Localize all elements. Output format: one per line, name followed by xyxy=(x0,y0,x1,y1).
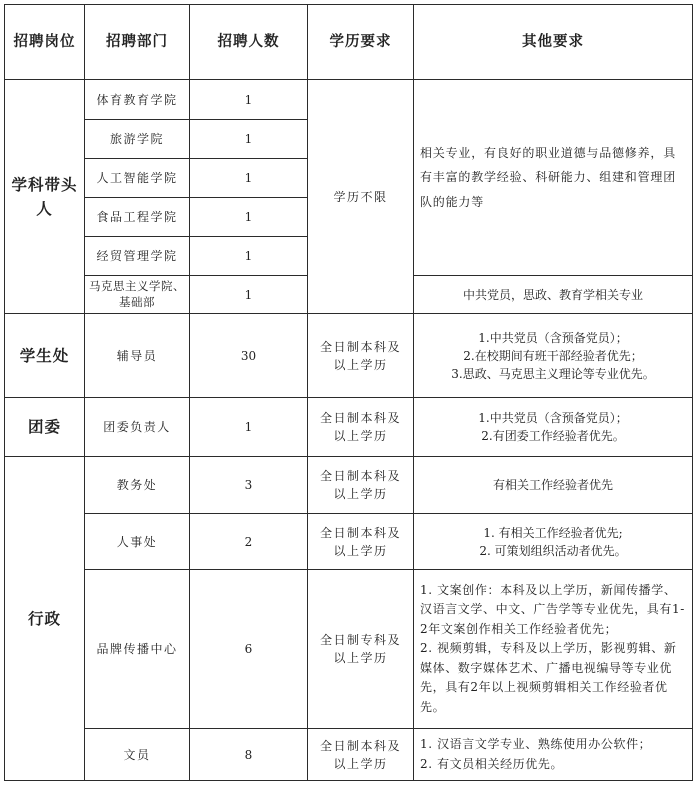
requirement-line: 1. 文案创作：本科及以上学历，新闻传播学、汉语言文学、中文、广告学等专业优先，具有1-2年文案创作相关工作经验者优先； xyxy=(420,582,685,636)
other-requirements-cell xyxy=(414,80,693,276)
other-requirements-cell xyxy=(414,514,693,570)
requirement-line: 2.有团委工作经验者优先。 xyxy=(481,429,625,443)
requirement-line: 2.在校期间有班干部经验者优先； xyxy=(463,348,643,363)
department-cell: 经贸管理学院 xyxy=(85,237,190,276)
education-cell: 全日制本科及以上学历 xyxy=(308,729,414,781)
education-cell: 全日制本科及以上学历 xyxy=(308,398,414,457)
other-requirements-cell: 有相关工作经验者优先 xyxy=(414,457,693,514)
education-cell: 全日制本科及以上学历 xyxy=(308,457,414,514)
count-cell: 1 xyxy=(190,80,308,120)
table-row xyxy=(5,314,693,398)
position-administration: 行政 xyxy=(5,457,85,781)
header-count: 招聘人数 xyxy=(190,5,308,80)
count-cell: 1 xyxy=(190,276,308,314)
table-row xyxy=(5,80,693,120)
requirement-line: 2. 有文员相关经历优先。 xyxy=(420,756,564,771)
requirement-line: 3.思政、马克思主义理论等专业优先。 xyxy=(451,366,655,381)
table-row xyxy=(5,729,693,781)
count-cell: 1 xyxy=(190,198,308,237)
department-cell: 食品工程学院 xyxy=(85,198,190,237)
other-requirements-cell xyxy=(414,570,693,729)
count-cell: 1 xyxy=(190,237,308,276)
education-cell: 全日制本科及以上学历 xyxy=(308,514,414,570)
requirement-line: 1.中共党员（含预备党员）； xyxy=(478,330,628,345)
count-cell: 8 xyxy=(190,729,308,781)
requirement-line: 1.中共党员（含预备党员）； xyxy=(478,411,628,425)
header-position: 招聘岗位 xyxy=(5,5,85,80)
requirement-line: 2. 视频剪辑，专科及以上学历，影视剪辑、新媒体、数字媒体艺术、广播电视编导等专业优先，具有2年以上视频剪辑相关工作经验者优先。 xyxy=(420,641,677,714)
count-cell: 6 xyxy=(190,570,308,729)
table-row xyxy=(5,457,693,514)
count-cell: 2 xyxy=(190,514,308,570)
position-student-affairs: 学生处 xyxy=(5,314,85,398)
other-requirements-cell xyxy=(414,314,693,398)
header-row xyxy=(5,5,693,80)
department-cell: 人工智能学院 xyxy=(85,159,190,198)
other-requirements-text: 相关专业，有良好的职业道德与品德修养，具有丰富的教学经验、科研能力、组建和管理团队的能力等 xyxy=(420,145,677,209)
position-youth-league: 团委 xyxy=(5,398,85,457)
header-department: 招聘部门 xyxy=(85,5,190,80)
education-cell: 全日制专科及以上学历 xyxy=(308,570,414,729)
count-cell: 1 xyxy=(190,159,308,198)
department-cell: 人事处 xyxy=(85,514,190,570)
table-row xyxy=(5,514,693,570)
department-cell: 团委负责人 xyxy=(85,398,190,457)
table-row xyxy=(5,398,693,457)
department-cell: 品牌传播中心 xyxy=(85,570,190,729)
education-cell: 学历不限 xyxy=(308,80,414,314)
department-cell: 辅导员 xyxy=(85,314,190,398)
header-other: 其他要求 xyxy=(414,5,693,80)
department-cell: 马克思主义学院、基础部 xyxy=(85,276,190,314)
requirement-line: 1. 汉语言文学专业、熟练使用办公软件； xyxy=(420,737,652,752)
department-cell: 文员 xyxy=(85,729,190,781)
count-cell: 30 xyxy=(190,314,308,398)
count-cell: 1 xyxy=(190,398,308,457)
recruitment-table xyxy=(4,4,693,781)
education-cell: 全日制本科及以上学历 xyxy=(308,314,414,398)
count-cell: 1 xyxy=(190,120,308,159)
other-requirements-cell xyxy=(414,398,693,457)
other-requirements-cell xyxy=(414,729,693,781)
other-requirements-cell: 中共党员，思政、教育学相关专业 xyxy=(414,276,693,314)
position-subject-leader: 学科带头人 xyxy=(5,80,85,314)
department-cell: 旅游学院 xyxy=(85,120,190,159)
department-cell: 教务处 xyxy=(85,457,190,514)
department-cell: 体育教育学院 xyxy=(85,80,190,120)
table-row xyxy=(5,570,693,729)
count-cell: 3 xyxy=(190,457,308,514)
requirement-line: 2. 可策划组织活动者优先。 xyxy=(479,543,627,558)
header-education: 学历要求 xyxy=(308,5,414,80)
requirement-line: 1. 有相关工作经验者优先; xyxy=(483,525,623,540)
